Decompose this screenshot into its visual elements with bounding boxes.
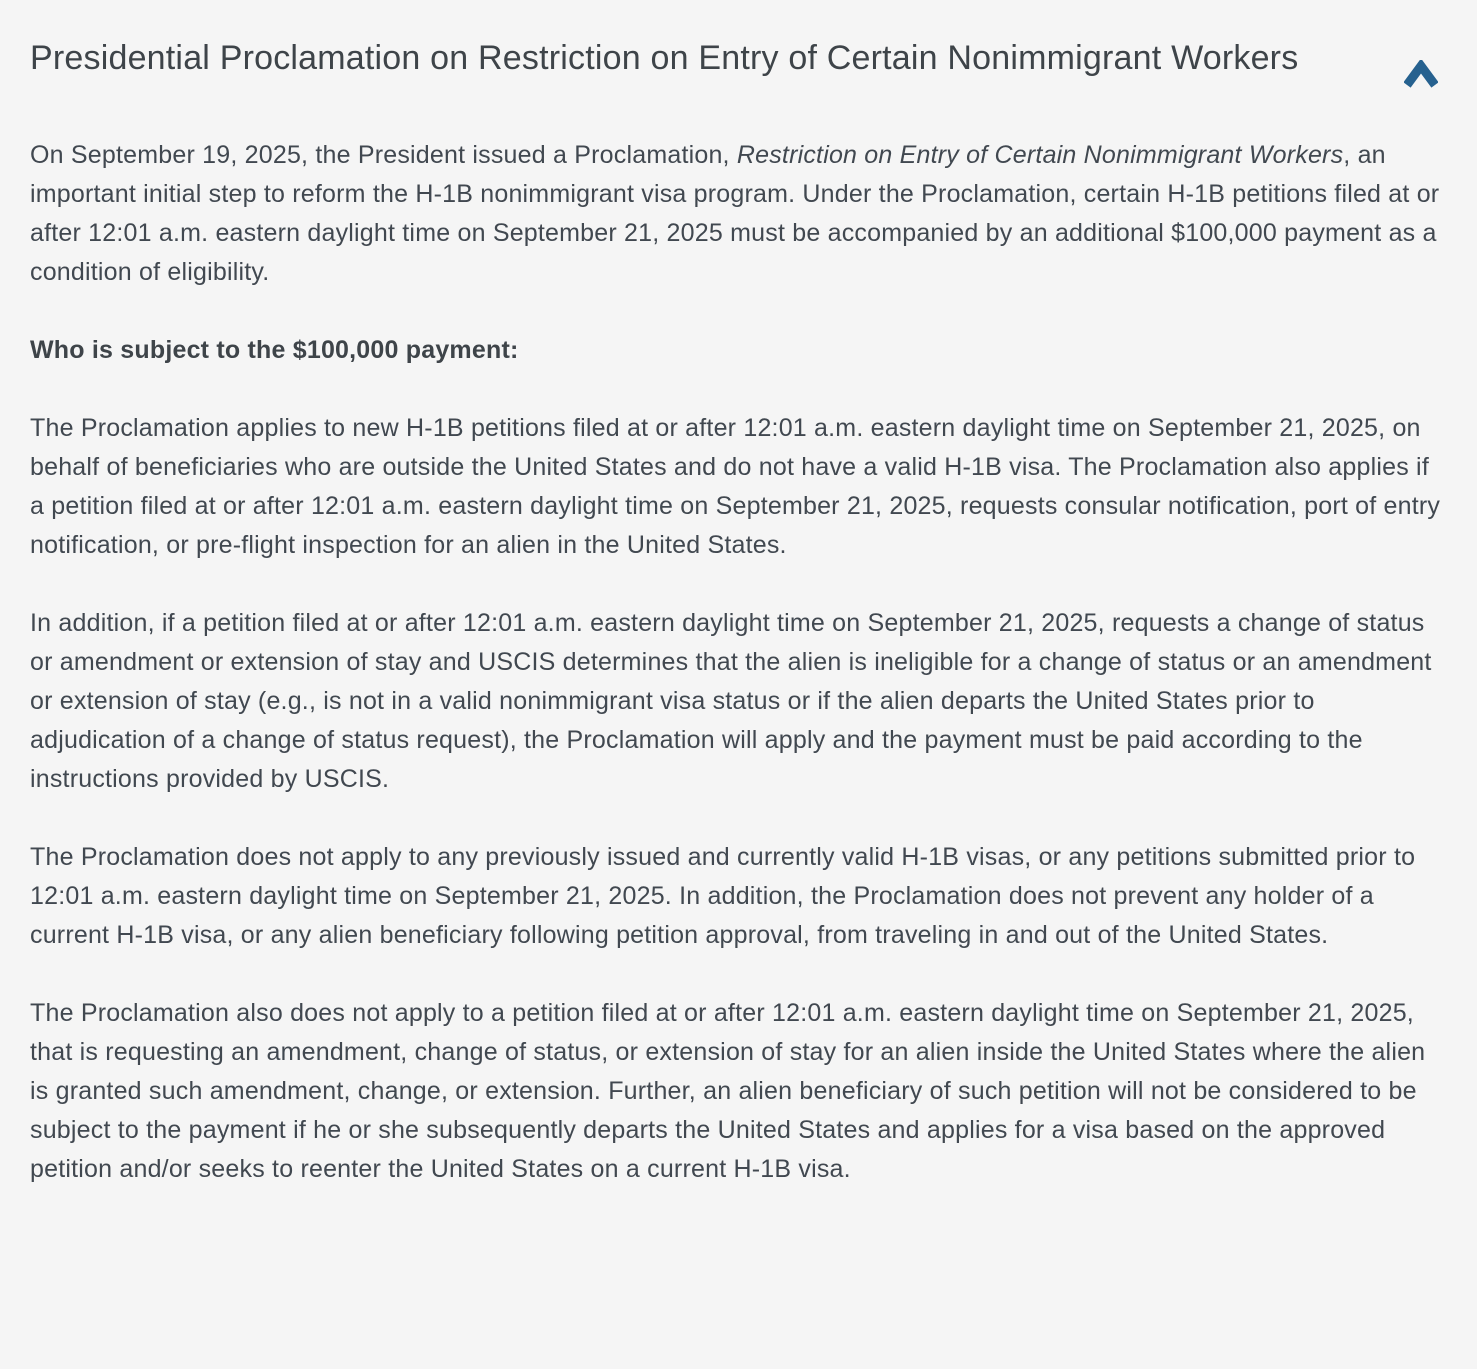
paragraph-applies: The Proclamation applies to new H-1B petitions filed at or after 12:01 a.m. eastern daylight time on September 21, 2025, on behalf of beneficiaries who are outside the United States and do not have a valid H-1B visa. The Proclamation also applies if a petition filed at or after 12:01 a.m. eastern daylight time on September 21, 2025, requests consular notification, port of entry notification, or pre-flight inspection for an alien in the United States.	[30, 414, 1441, 560]
subject-heading: Who is subject to the $100,000 payment:	[30, 336, 519, 365]
accordion-header	[30, 34, 1447, 82]
paragraph-intro	[30, 136, 1447, 292]
collapse-button[interactable]	[1400, 56, 1442, 93]
intro-text-start: On September 19, 2025, the President issued a Proclamation,	[30, 141, 737, 170]
chevron-up-icon	[1404, 60, 1438, 89]
proclamation-citation: Restriction on Entry of Certain Nonimmigrant Workers	[736, 141, 1344, 170]
section-title: Presidential Proclamation on Restriction on Entry of Certain Nonimmigrant Workers	[30, 39, 1299, 77]
intro-text-end: , an important initial step to reform the H-1B nonimmigrant visa program. Under the Proclamation, certain H-1B petitions filed at or after 12:01 a.m. eastern daylight time on September 21, 2025 must be accompanied by an additional $100,000 payment as a condition of eligibility.	[30, 141, 1440, 287]
paragraph-not-apply: The Proclamation does not apply to any previously issued and currently valid H-1B visas, or any petitions submitted prior to 12:01 a.m. eastern daylight time on September 21, 2025. In addition, the Proclamation does not prevent any holder of a current H-1B visa, or any alien beneficiary following petition approval, from traveling in and out of the United States.	[30, 843, 1416, 950]
paragraph-status-change: In addition, if a petition filed at or after 12:01 a.m. eastern daylight time on September 21, 2025, requests a change of status or amendment or extension of stay and USCIS determines that the alien is ineligible for a change of status or an amendment or extension of stay (e.g., is not in a valid nonimmigrant visa status or if the alien departs the United States prior to adjudication of a change of status request), the Proclamation will apply and the payment must be paid according to the instructions provided by USCIS.	[30, 609, 1432, 794]
article-body	[30, 136, 1447, 1189]
paragraph-also-not-apply: The Proclamation also does not apply to a petition filed at or after 12:01 a.m. eastern daylight time on September 21, 2025, that is requesting an amendment, change of status, or extension of stay for an alien inside the United States where the alien is granted such amendment, change, or extension. Further, an alien beneficiary of such petition will not be considered to be subject to the payment if he or she subsequently departs the United States and applies for a visa based on the approved petition and/or seeks to reenter the United States on a current H-1B visa.	[30, 999, 1426, 1184]
